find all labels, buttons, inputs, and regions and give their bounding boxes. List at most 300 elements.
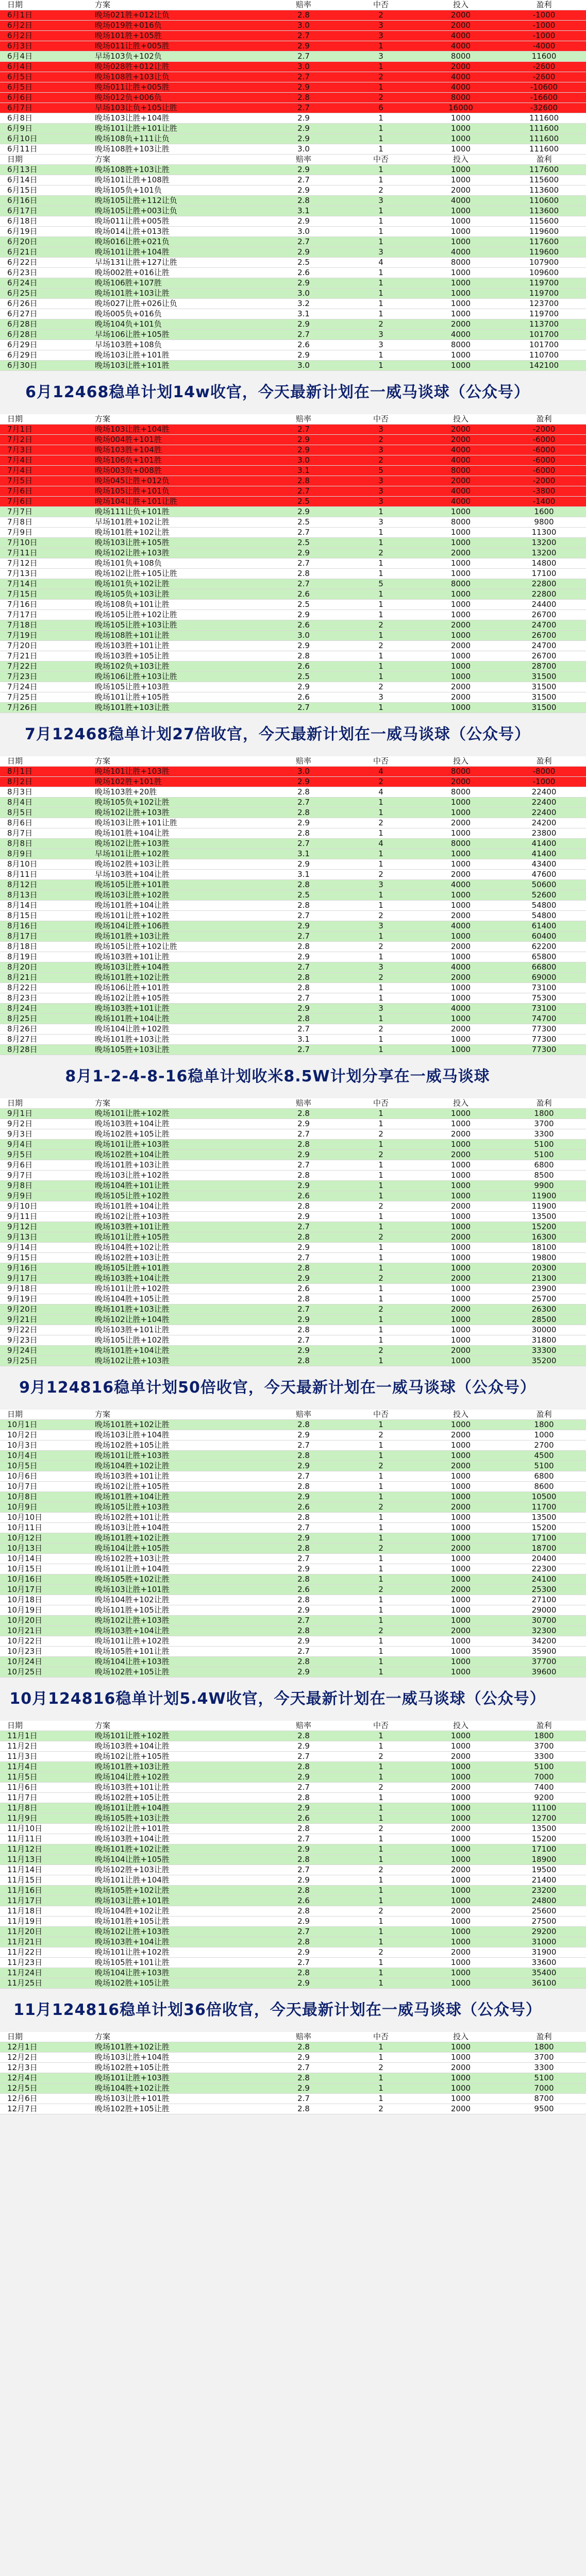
date-cell: 7月3日 (0, 445, 64, 455)
odds-cell: 2.8 (265, 1420, 342, 1430)
odds-cell: 2.9 (265, 1461, 342, 1471)
plan-cell: 晚场103胜+104让胜 (64, 1626, 265, 1636)
plan-cell: 晚场101让胜+102胜 (64, 1109, 265, 1119)
bet-cell: 1000 (420, 124, 502, 134)
odds-cell: 2.9 (265, 1119, 342, 1129)
date-cell: 6月2日 (0, 31, 64, 41)
date-cell: 10月24日 (0, 1657, 64, 1667)
bet-cell: 1000 (420, 1482, 502, 1492)
profit-cell: 13200 (502, 548, 586, 558)
hit-cell: 5 (342, 579, 420, 589)
table-row (0, 1335, 586, 1346)
hit-cell: 2 (342, 1783, 420, 1793)
bet-cell: 1000 (420, 1222, 502, 1232)
date-cell: 7月9日 (0, 528, 64, 538)
profit-cell: 11900 (502, 1201, 586, 1212)
hit-cell: 1 (342, 1564, 420, 1574)
date-cell: 8月10日 (0, 859, 64, 870)
table-row (0, 1492, 586, 1502)
hit-cell: 1 (342, 1014, 420, 1024)
date-cell: 10月2日 (0, 1430, 64, 1440)
header-date-cell: 日期 (0, 1721, 64, 1731)
hit-cell: 3 (342, 330, 420, 340)
odds-cell: 2.9 (265, 216, 342, 227)
bet-cell: 1000 (420, 350, 502, 361)
table-row (0, 703, 586, 713)
date-cell: 8月9日 (0, 849, 64, 859)
date-cell: 8月8日 (0, 839, 64, 849)
hit-cell: 1 (342, 134, 420, 144)
date-cell: 11月23日 (0, 1958, 64, 1968)
odds-cell: 3.1 (265, 849, 342, 859)
bet-cell: 1000 (420, 1325, 502, 1335)
profit-cell: 27500 (502, 1917, 586, 1927)
hit-cell: 2 (342, 641, 420, 651)
profit-cell: -6000 (502, 466, 586, 476)
bet-cell: 1000 (420, 361, 502, 371)
bet-cell: 8000 (420, 466, 502, 476)
plan-cell: 晚场103让胜+102胜 (64, 890, 265, 901)
profit-cell: 22300 (502, 1564, 586, 1574)
hit-cell: 1 (342, 41, 420, 52)
table-row (0, 880, 586, 890)
odds-cell: 2.8 (265, 1544, 342, 1554)
bet-cell: 1000 (420, 600, 502, 610)
header-bet-cell: 投入 (420, 756, 502, 767)
date-cell: 8月11日 (0, 870, 64, 880)
plan-cell: 晚场103胜+104让胜 (64, 1834, 265, 1844)
date-cell: 8月27日 (0, 1035, 64, 1045)
profit-cell: -1000 (502, 10, 586, 21)
odds-cell: 2.7 (265, 1647, 342, 1657)
bet-cell: 1000 (420, 2094, 502, 2104)
profit-cell: 66800 (502, 962, 586, 973)
plan-cell: 晚场102胜+105让胜 (64, 2063, 265, 2073)
odds-cell: 2.8 (265, 2073, 342, 2083)
profit-cell: 119700 (502, 309, 586, 319)
date-cell: 7月25日 (0, 692, 64, 703)
odds-cell: 2.9 (265, 1875, 342, 1886)
record-table (0, 756, 586, 1055)
hit-cell: 1 (342, 859, 420, 870)
table-row (0, 2042, 586, 2053)
bet-cell: 1000 (420, 528, 502, 538)
bet-cell: 2000 (420, 21, 502, 31)
plan-cell: 晚场101胜+103让胜 (64, 1304, 265, 1315)
bet-cell: 1000 (420, 1243, 502, 1253)
odds-cell: 2.9 (265, 165, 342, 175)
profit-cell: 113600 (502, 206, 586, 216)
profit-cell: 34200 (502, 1636, 586, 1647)
odds-cell: 2.8 (265, 1201, 342, 1212)
header-bet-cell: 投入 (420, 414, 502, 425)
hit-cell: 1 (342, 1140, 420, 1150)
date-cell: 9月25日 (0, 1356, 64, 1366)
month-section (0, 1677, 555, 1989)
date-cell: 8月26日 (0, 1024, 64, 1035)
table-row (0, 62, 586, 72)
table-header-row (0, 756, 586, 767)
date-cell: 6月13日 (0, 165, 64, 175)
bet-cell: 8000 (420, 517, 502, 528)
plan-cell: 晚场101胜+102让胜 (64, 1420, 265, 1430)
odds-cell: 2.8 (265, 10, 342, 21)
date-cell: 7月1日 (0, 425, 64, 435)
plan-cell: 晚场108负+101让胜 (64, 600, 265, 610)
date-cell: 11月12日 (0, 1844, 64, 1855)
plan-cell: 晚场105胜+101让胜 (64, 1958, 265, 1968)
odds-cell: 2.7 (265, 579, 342, 589)
profit-cell: 107900 (502, 258, 586, 268)
odds-cell: 2.7 (265, 31, 342, 41)
profit-cell: -6000 (502, 445, 586, 455)
hit-cell: 2 (342, 1201, 420, 1212)
bet-cell: 1000 (420, 651, 502, 662)
odds-cell: 2.6 (265, 340, 342, 350)
bet-cell: 1000 (420, 1834, 502, 1844)
table-row (0, 589, 586, 600)
table-row (0, 1937, 586, 1947)
table-row (0, 1958, 586, 1968)
odds-cell: 2.8 (265, 973, 342, 983)
table-row (0, 569, 586, 579)
date-cell: 11月5日 (0, 1772, 64, 1783)
profit-cell: 22400 (502, 798, 586, 808)
date-cell: 7月20日 (0, 641, 64, 651)
table-row (0, 227, 586, 237)
date-cell: 9月12日 (0, 1222, 64, 1232)
header-odds-cell: 赔率 (265, 0, 342, 10)
hit-cell: 1 (342, 165, 420, 175)
profit-cell: 37700 (502, 1657, 586, 1667)
table-row (0, 309, 586, 319)
table-row (0, 662, 586, 672)
date-cell: 9月19日 (0, 1294, 64, 1304)
hit-cell: 1 (342, 1212, 420, 1222)
plan-cell: 晚场104让胜+102胜 (64, 1024, 265, 1035)
odds-cell: 2.6 (265, 1191, 342, 1201)
hit-cell: 1 (342, 1741, 420, 1752)
plan-cell: 晚场103胜+104让胜 (64, 1937, 265, 1947)
table-row (0, 1896, 586, 1906)
table-row (0, 507, 586, 517)
header-plan-cell: 方案 (64, 1410, 265, 1420)
bet-cell: 2000 (420, 818, 502, 828)
table-row (0, 350, 586, 361)
profit-cell: 28700 (502, 662, 586, 672)
odds-cell: 3.0 (265, 455, 342, 466)
date-cell: 6月2日 (0, 21, 64, 31)
profit-cell: 27100 (502, 1595, 586, 1605)
date-cell: 6月7日 (0, 103, 64, 113)
date-cell: 6月4日 (0, 52, 64, 62)
table-row (0, 579, 586, 589)
date-cell: 8月1日 (0, 767, 64, 777)
table-header-row (0, 155, 586, 165)
table-row (0, 268, 586, 278)
table-row (0, 631, 586, 641)
hit-cell: 2 (342, 185, 420, 196)
plan-cell: 晚场101胜+104让胜 (64, 1346, 265, 1356)
profit-cell: 60400 (502, 931, 586, 942)
header-profit-cell: 盈利 (502, 414, 586, 425)
hit-cell: 1 (342, 82, 420, 93)
plan-cell: 晚场101胜+102让胜 (64, 528, 265, 538)
table-row (0, 1201, 586, 1212)
hit-cell: 2 (342, 1232, 420, 1243)
plan-cell: 晚场105让胜+101胜 (64, 1263, 265, 1274)
table-row (0, 548, 586, 558)
plan-cell: 晚场105让胜+103胜 (64, 682, 265, 692)
table-row (0, 1626, 586, 1636)
hit-cell: 1 (342, 507, 420, 517)
table-row (0, 1232, 586, 1243)
hit-cell: 1 (342, 983, 420, 993)
plan-cell: 晚场016让胜+021负 (64, 237, 265, 247)
hit-cell: 1 (342, 651, 420, 662)
profit-cell: 15200 (502, 1523, 586, 1533)
table-row (0, 1793, 586, 1803)
bet-cell: 2000 (420, 476, 502, 486)
plan-cell: 早场131让胜+127让胜 (64, 258, 265, 268)
plan-cell: 晚场101胜+105胜 (64, 31, 265, 41)
odds-cell: 2.8 (265, 2104, 342, 2114)
table-row (0, 1461, 586, 1471)
hit-cell: 1 (342, 2042, 420, 2053)
bet-cell: 1000 (420, 703, 502, 713)
profit-cell: 11100 (502, 1803, 586, 1814)
odds-cell: 2.7 (265, 103, 342, 113)
bet-cell: 4000 (420, 196, 502, 206)
bet-cell: 2000 (420, 1129, 502, 1140)
table-row (0, 103, 586, 113)
plan-cell: 晚场108负+111让负 (64, 134, 265, 144)
plan-cell: 晚场101让胜+103胜 (64, 2073, 265, 2083)
profit-cell: 30700 (502, 1616, 586, 1626)
table-row (0, 1731, 586, 1741)
hit-cell: 1 (342, 600, 420, 610)
bet-cell: 1000 (420, 662, 502, 672)
table-row (0, 1171, 586, 1181)
table-row (0, 113, 586, 124)
profit-cell: 110700 (502, 350, 586, 361)
odds-cell: 2.8 (265, 1824, 342, 1834)
plan-cell: 晚场102胜+105让胜 (64, 1793, 265, 1803)
profit-cell: -2600 (502, 62, 586, 72)
hit-cell: 1 (342, 631, 420, 641)
odds-cell: 2.8 (265, 1906, 342, 1917)
header-hit-cell: 中否 (342, 0, 420, 10)
bet-cell: 1000 (420, 1595, 502, 1605)
odds-cell: 2.8 (265, 1762, 342, 1772)
table-row (0, 1834, 586, 1844)
plan-cell: 晚场101胜+104让胜 (64, 1201, 265, 1212)
profit-cell: 8500 (502, 1171, 586, 1181)
hit-cell: 1 (342, 672, 420, 682)
plan-cell: 晚场103胜+104让胜 (64, 1274, 265, 1284)
table-row (0, 993, 586, 1004)
hit-cell: 1 (342, 1181, 420, 1191)
table-row (0, 2083, 586, 2094)
bet-cell: 4000 (420, 455, 502, 466)
hit-cell: 3 (342, 962, 420, 973)
odds-cell: 2.9 (265, 1430, 342, 1440)
plan-cell: 晚场103让胜+104胜 (64, 1523, 265, 1533)
profit-cell: 113600 (502, 185, 586, 196)
hit-cell: 1 (342, 1647, 420, 1657)
bet-cell: 2000 (420, 2104, 502, 2114)
bet-cell: 2000 (420, 973, 502, 983)
table-row (0, 1585, 586, 1595)
odds-cell: 2.8 (265, 1574, 342, 1585)
header-bet-cell: 投入 (420, 2032, 502, 2042)
date-cell: 7月21日 (0, 651, 64, 662)
record-table (0, 414, 586, 713)
plan-cell: 晚场102让胜+103胜 (64, 1616, 265, 1626)
hit-cell: 2 (342, 1752, 420, 1762)
table-row (0, 931, 586, 942)
profit-cell: 24100 (502, 1574, 586, 1585)
plan-cell: 晚场102让胜+105胜 (64, 993, 265, 1004)
plan-cell: 晚场104胜+102让胜 (64, 1906, 265, 1917)
table-row (0, 610, 586, 620)
profit-cell: -6000 (502, 435, 586, 445)
bet-cell: 8000 (420, 579, 502, 589)
table-row (0, 1803, 586, 1814)
header-odds-cell: 赔率 (265, 1721, 342, 1731)
date-cell: 11月7日 (0, 1793, 64, 1803)
plan-cell: 晚场021胜+012让负 (64, 10, 265, 21)
bet-cell: 4000 (420, 82, 502, 93)
table-row (0, 890, 586, 901)
profit-cell: 18100 (502, 1243, 586, 1253)
hit-cell: 1 (342, 901, 420, 911)
bet-cell: 1000 (420, 1657, 502, 1667)
plan-cell: 晚场102胜+103让胜 (64, 1554, 265, 1564)
odds-cell: 2.9 (265, 124, 342, 134)
bet-cell: 8000 (420, 767, 502, 777)
profit-cell: 1000 (502, 1430, 586, 1440)
hit-cell: 1 (342, 1896, 420, 1906)
odds-cell: 2.5 (265, 497, 342, 507)
profit-cell: 33600 (502, 1958, 586, 1968)
bet-cell: 4000 (420, 962, 502, 973)
month-section (0, 1055, 555, 1366)
profit-cell: -1000 (502, 31, 586, 41)
hit-cell: 1 (342, 993, 420, 1004)
date-cell: 8月6日 (0, 818, 64, 828)
odds-cell: 2.7 (265, 1616, 342, 1626)
plan-cell: 晚场105让胜+103让胜 (64, 620, 265, 631)
date-cell: 11月17日 (0, 1896, 64, 1906)
plan-cell: 晚场101胜+104让胜 (64, 828, 265, 839)
date-cell: 9月20日 (0, 1304, 64, 1315)
date-cell: 9月9日 (0, 1191, 64, 1201)
hit-cell: 1 (342, 828, 420, 839)
odds-cell: 2.9 (265, 1667, 342, 1677)
table-row (0, 682, 586, 692)
date-cell: 11月15日 (0, 1875, 64, 1886)
bet-cell: 1000 (420, 1191, 502, 1201)
hit-cell: 1 (342, 1605, 420, 1616)
bet-cell: 2000 (420, 620, 502, 631)
hit-cell: 2 (342, 2063, 420, 2073)
plan-cell: 晚场102让胜+105胜 (64, 1482, 265, 1492)
profit-cell: 15200 (502, 1834, 586, 1844)
profit-cell: 41400 (502, 849, 586, 859)
hit-cell: 4 (342, 787, 420, 798)
header-bet-cell: 投入 (420, 1721, 502, 1731)
odds-cell: 2.5 (265, 890, 342, 901)
table-row (0, 134, 586, 144)
profit-cell: 73100 (502, 983, 586, 993)
date-cell: 9月23日 (0, 1335, 64, 1346)
profit-cell: 14800 (502, 558, 586, 569)
date-cell: 6月24日 (0, 278, 64, 289)
table-row (0, 1129, 586, 1140)
plan-cell: 晚场103让胜+105胜 (64, 538, 265, 548)
table-row (0, 1523, 586, 1533)
profit-cell: 5100 (502, 1140, 586, 1150)
bet-cell: 1000 (420, 569, 502, 579)
table-row (0, 1783, 586, 1793)
odds-cell: 2.7 (265, 52, 342, 62)
profit-cell: 11300 (502, 528, 586, 538)
profit-cell: 101700 (502, 330, 586, 340)
bet-cell: 1000 (420, 1315, 502, 1325)
odds-cell: 2.7 (265, 1752, 342, 1762)
bet-cell: 1000 (420, 1616, 502, 1626)
plan-cell: 晚场102胜+105让胜 (64, 1440, 265, 1451)
profit-cell: 61400 (502, 921, 586, 931)
odds-cell: 2.7 (265, 1440, 342, 1451)
odds-cell: 2.8 (265, 1855, 342, 1865)
odds-cell: 2.9 (265, 1605, 342, 1616)
table-header-row (0, 1410, 586, 1420)
hit-cell: 3 (342, 476, 420, 486)
plan-cell: 晚场101让胜+108胜 (64, 175, 265, 185)
bet-cell: 8000 (420, 787, 502, 798)
bet-cell: 2000 (420, 1824, 502, 1834)
plan-cell: 晚场105让胜+112让负 (64, 196, 265, 206)
table-row (0, 651, 586, 662)
bet-cell: 2000 (420, 1947, 502, 1958)
odds-cell: 2.7 (265, 175, 342, 185)
profit-cell: 11600 (502, 52, 586, 62)
bet-cell: 1000 (420, 134, 502, 144)
plan-cell: 晚场104让胜+105胜 (64, 1855, 265, 1865)
table-row (0, 1274, 586, 1284)
bet-cell: 1000 (420, 1731, 502, 1741)
odds-cell: 2.9 (265, 777, 342, 787)
profit-cell: 47600 (502, 870, 586, 880)
odds-cell: 2.8 (265, 1325, 342, 1335)
bet-cell: 1000 (420, 1523, 502, 1533)
plan-cell: 晚场019胜+016负 (64, 21, 265, 31)
header-odds-cell: 赔率 (265, 756, 342, 767)
odds-cell: 2.9 (265, 952, 342, 962)
bet-cell: 1000 (420, 1803, 502, 1814)
table-row (0, 278, 586, 289)
odds-cell: 2.7 (265, 798, 342, 808)
hit-cell: 3 (342, 497, 420, 507)
odds-cell: 2.9 (265, 507, 342, 517)
table-row (0, 818, 586, 828)
bet-cell: 1000 (420, 1140, 502, 1150)
bet-cell: 1000 (420, 144, 502, 155)
odds-cell: 2.9 (265, 1243, 342, 1253)
date-cell: 6月30日 (0, 361, 64, 371)
